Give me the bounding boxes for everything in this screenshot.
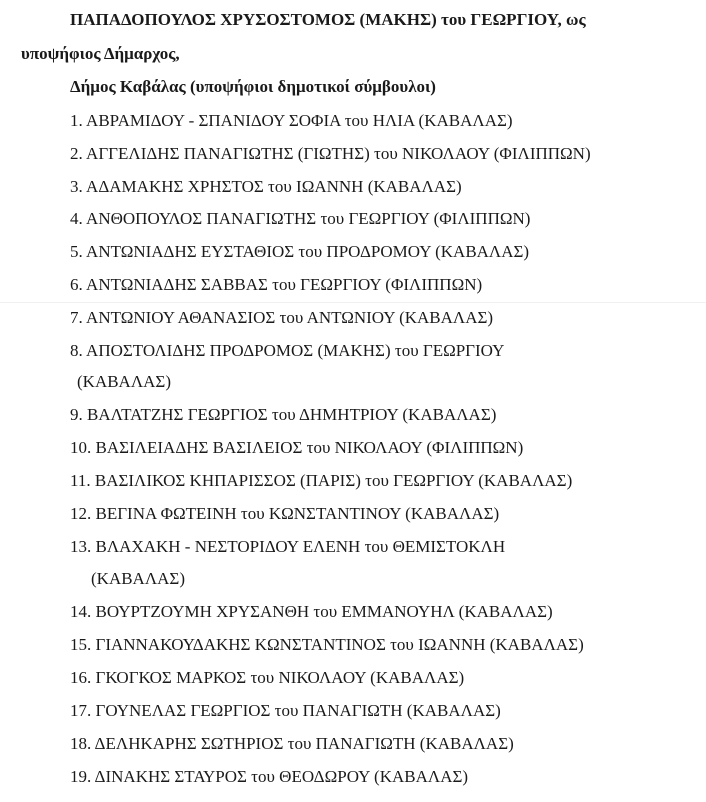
candidate-item-continuation: (ΚΑΒΑΛΑΣ) bbox=[91, 569, 185, 588]
candidate-item-continuation: (ΚΑΒΑΛΑΣ) bbox=[77, 372, 171, 391]
candidate-item: 8. ΑΠΟΣΤΟΛΙΔΗΣ ΠΡΟΔΡΟΜΟΣ (ΜΑΚΗΣ) του ΓΕΩΡΓΙΟΥ bbox=[70, 341, 505, 360]
municipality-heading: Δήμος Καβάλας (υποψήφιοι δημοτικοί σύμβουλοι) bbox=[70, 77, 436, 96]
candidate-item: 18. ΔΕΛΗΚΑΡΗΣ ΣΩΤΗΡΙΟΣ του ΠΑΝΑΓΙΩΤΗ (ΚΑΒΑΛΑΣ) bbox=[70, 734, 514, 753]
candidate-item: 5. ΑΝΤΩΝΙΑΔΗΣ ΕΥΣΤΑΘΙΟΣ του ΠΡΟΔΡΟΜΟΥ (ΚΑΒΑΛΑΣ) bbox=[70, 242, 530, 261]
candidate-item: 1. ΑΒΡΑΜΙΔΟΥ - ΣΠΑΝΙΔΟΥ ΣΟΦΙΑ του ΗΛΙΑ (ΚΑΒΑΛΑΣ) bbox=[70, 111, 513, 130]
candidate-mayor-line-2: υποψήφιος Δήμαρχος, bbox=[21, 44, 180, 63]
candidate-item: 10. ΒΑΣΙΛΕΙΑΔΗΣ ΒΑΣΙΛΕΙΟΣ του ΝΙΚΟΛΑΟΥ (ΦΙΛΙΠΠΩΝ) bbox=[70, 438, 524, 457]
candidate-item: 15. ΓΙΑΝΝΑΚΟΥΔΑΚΗΣ ΚΩΝΣΤΑΝΤΙΝΟΣ του ΙΩΑΝΝΗ (ΚΑΒΑΛΑΣ) bbox=[70, 635, 584, 654]
candidate-item: 9. ΒΑΛΤΑΤΖΗΣ ΓΕΩΡΓΙΟΣ του ΔΗΜΗΤΡΙΟΥ (ΚΑΒΑΛΑΣ) bbox=[70, 405, 497, 424]
candidate-item: 2. ΑΓΓΕΛΙΔΗΣ ΠΑΝΑΓΙΩΤΗΣ (ΓΙΩΤΗΣ) του ΝΙΚΟΛΑΟΥ (ΦΙΛΙΠΠΩΝ) bbox=[70, 144, 591, 163]
candidate-item: 13. ΒΛΑΧΑΚΗ - ΝΕΣΤΟΡΙΔΟΥ ΕΛΕΝΗ του ΘΕΜΙΣΤΟΚΛΗ bbox=[70, 537, 506, 556]
candidate-item: 16. ΓΚΟΓΚΟΣ ΜΑΡΚΟΣ του ΝΙΚΟΛΑΟΥ (ΚΑΒΑΛΑΣ) bbox=[70, 668, 465, 687]
candidate-item: 6. ΑΝΤΩΝΙΑΔΗΣ ΣΑΒΒΑΣ του ΓΕΩΡΓΙΟΥ (ΦΙΛΙΠΠΩΝ) bbox=[70, 275, 483, 294]
candidate-item: 3. ΑΔΑΜΑΚΗΣ ΧΡΗΣΤΟΣ του ΙΩΑΝΝΗ (ΚΑΒΑΛΑΣ) bbox=[70, 177, 462, 196]
candidate-item: 4. ΑΝΘΟΠΟΥΛΟΣ ΠΑΝΑΓΙΩΤΗΣ του ΓΕΩΡΓΙΟΥ (ΦΙΛΙΠΠΩΝ) bbox=[70, 209, 531, 228]
candidate-item: 12. ΒΕΓΙΝΑ ΦΩΤΕΙΝΗ του ΚΩΝΣΤΑΝΤΙΝΟΥ (ΚΑΒΑΛΑΣ) bbox=[70, 504, 500, 523]
candidate-item: 14. ΒΟΥΡΤΖΟΥΜΗ ΧΡΥΣΑΝΘΗ του ΕΜΜΑΝΟΥΗΛ (ΚΑΒΑΛΑΣ) bbox=[70, 602, 553, 621]
candidate-item: 11. ΒΑΣΙΛΙΚΟΣ ΚΗΠΑΡΙΣΣΟΣ (ΠΑΡΙΣ) του ΓΕΩΡΓΙΟΥ (ΚΑΒΑΛΑΣ) bbox=[70, 471, 573, 490]
candidate-mayor-line-1: ΠΑΠΑΔΟΠΟΥΛΟΣ ΧΡΥΣΟΣΤΟΜΟΣ (ΜΑΚΗΣ) του ΓΕΩΡΓΙΟΥ, ως bbox=[70, 10, 586, 29]
candidate-item: 7. ΑΝΤΩΝΙΟΥ ΑΘΑΝΑΣΙΟΣ του ΑΝΤΩΝΙΟΥ (ΚΑΒΑΛΑΣ) bbox=[70, 308, 494, 327]
scan-divider bbox=[0, 302, 706, 303]
candidate-item: 17. ΓΟΥΝΕΛΑΣ ΓΕΩΡΓΙΟΣ του ΠΑΝΑΓΙΩΤΗ (ΚΑΒΑΛΑΣ) bbox=[70, 701, 501, 720]
candidate-item: 19. ΔΙΝΑΚΗΣ ΣΤΑΥΡΟΣ του ΘΕΟΔΩΡΟΥ (ΚΑΒΑΛΑΣ) bbox=[70, 767, 469, 786]
